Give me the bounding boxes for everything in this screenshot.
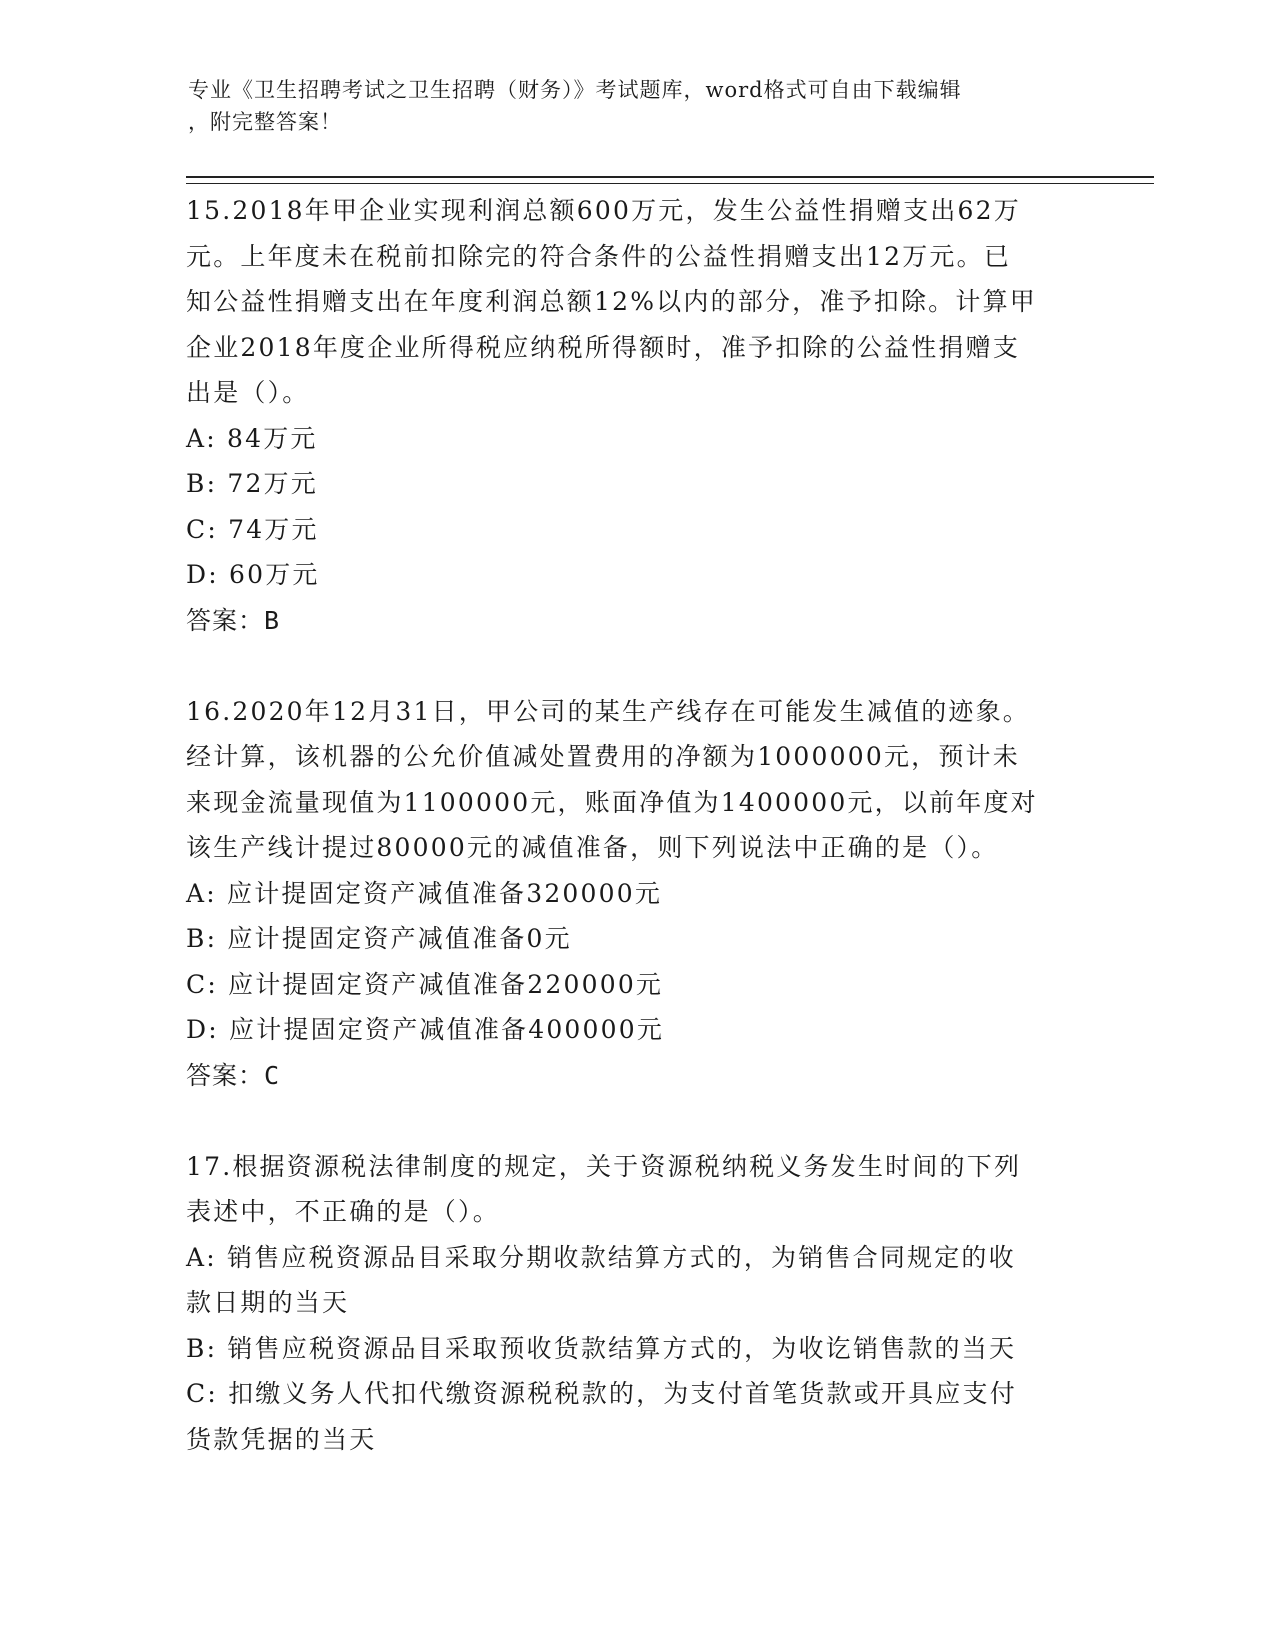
question-stem-line: 来现金流量现值为1100000元，账面净值为1400000元，以前年度对 bbox=[186, 787, 1038, 817]
option-c: C: 应计提固定资产减值准备220000元 bbox=[186, 969, 664, 999]
question-stem-line: 元。上年度未在税前扣除完的符合条件的公益性捐赠支出12万元。已 bbox=[186, 241, 1012, 271]
option-a-continued: 款日期的当天 bbox=[186, 1288, 350, 1317]
question-stem-line: 知公益性捐赠支出在年度利润总额12%以内的部分，准予扣除。计算甲 bbox=[186, 287, 1037, 316]
question-15 bbox=[186, 188, 1076, 643]
question-16 bbox=[186, 689, 1076, 1099]
answer-line: 答案：C bbox=[186, 1060, 281, 1090]
question-spacer bbox=[186, 1098, 1076, 1144]
question-stem-line: 17.根据资源税法律制度的规定，关于资源税纳税义务发生时间的下列 bbox=[186, 1151, 1022, 1181]
question-stem-line: 15.2018年甲企业实现利润总额600万元，发生公益性捐赠支出62万 bbox=[186, 196, 1021, 225]
question-stem-line: 企业2018年度企业所得税应纳税所得额时，准予扣除的公益性捐赠支 bbox=[186, 332, 1021, 362]
header-rule-thin bbox=[186, 183, 1154, 184]
option-b: B: 应计提固定资产减值准备0元 bbox=[186, 924, 572, 953]
question-list bbox=[186, 188, 1076, 1462]
question-stem-line: 16.2020年12月31日，甲公司的某生产线存在可能发生减值的迹象。 bbox=[186, 696, 1031, 726]
option-c-continued: 货款凭据的当天 bbox=[186, 1424, 377, 1454]
option-d: D: 60万元 bbox=[186, 560, 320, 589]
question-spacer bbox=[186, 643, 1076, 689]
answer-line: 答案：B bbox=[186, 605, 281, 635]
question-stem-line: 出是（）。 bbox=[186, 378, 310, 407]
option-c: C: 74万元 bbox=[186, 514, 319, 544]
document-header bbox=[188, 74, 1068, 138]
question-stem-line: 该生产线计提过80000元的减值准备，则下列说法中正确的是（）。 bbox=[186, 833, 999, 862]
option-d: D: 应计提固定资产减值准备400000元 bbox=[186, 1015, 665, 1044]
option-b: B: 销售应税资源品目采取预收货款结算方式的，为收讫销售款的当天 bbox=[186, 1333, 1017, 1363]
question-stem-line: 表述中，不正确的是（）。 bbox=[186, 1197, 500, 1226]
option-a: A: 应计提固定资产减值准备320000元 bbox=[186, 878, 663, 908]
question-stem-line: 经计算，该机器的公允价值减处置费用的净额为1000000元，预计未 bbox=[186, 742, 1020, 771]
option-a: A: 销售应税资源品目采取分期收款结算方式的，为销售合同规定的收 bbox=[186, 1242, 1016, 1272]
header-line-1: 专业《卫生招聘考试之卫生招聘（财务）》考试题库，word格式可自由下载编辑 bbox=[188, 78, 962, 102]
header-line-2: ，附完整答案！ bbox=[188, 110, 342, 134]
option-b: B: 72万元 bbox=[186, 469, 318, 498]
option-a: A: 84万元 bbox=[186, 423, 318, 453]
header-rule-thick bbox=[186, 176, 1154, 178]
question-17 bbox=[186, 1144, 1076, 1463]
option-c: C: 扣缴义务人代扣代缴资源税税款的，为支付首笔货款或开具应支付 bbox=[186, 1379, 1017, 1408]
